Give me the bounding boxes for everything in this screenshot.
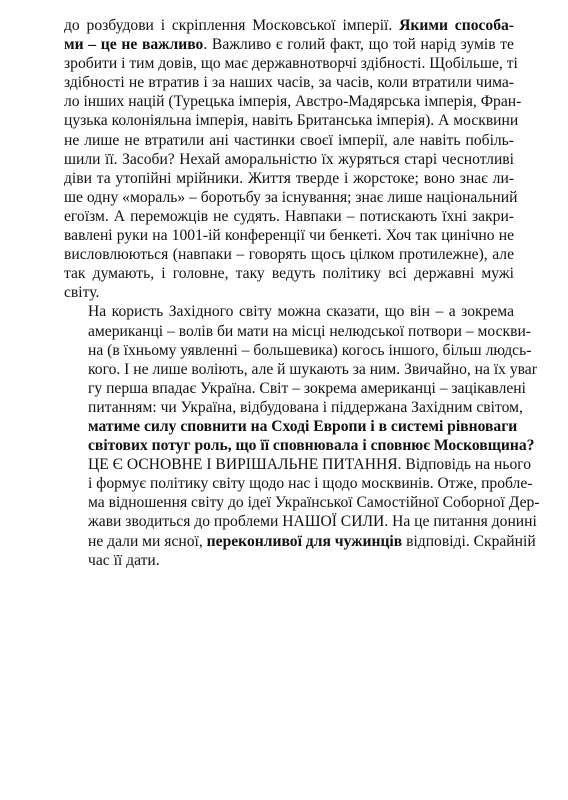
text-line [64,169,514,188]
text-line [64,131,514,150]
text-run: кого. І не лише воліють, але й шукають за ним. Звичайно, на їх уваr [88,360,537,378]
text-run: світу. [64,284,100,302]
text-run: здібності не втратив і за наших часів, за часів, коли втратили чима- [64,74,514,92]
text-run: гу перша впадає Україна. Світ – зокрема американці – зацікавлені [88,379,526,397]
text-line [64,73,514,92]
text-run: не лише не втратили ані частинки своєї імперії, але навіть побіль- [64,131,514,149]
text-line [64,35,514,54]
text-line [64,398,523,417]
text-line [64,92,522,111]
text-line [64,493,540,512]
bold-text: ми – це не важливо [64,36,204,54]
text-line [64,341,532,360]
bold-text: матиме силу сповнити на Сході Европи і в системі рівноваги [88,417,518,435]
text-run: жави зводиться до проблеми НАШОЇ СИЛИ. На це питання донині [88,513,537,531]
text-line [64,512,537,531]
text-run: шили її. Засоби? Нехай аморальністю їх журяться старі чеснотливі [64,150,514,168]
text-run: цузька колоніяльна імперія, навіть Британська імперія). А москвини [64,112,519,130]
bold-text: Якими способа- [399,17,514,34]
text-run: не дали ми ясної, [88,532,207,550]
text-run: ма відношення світу до ідеї Української Самостійної Соборної Дер- [88,494,540,512]
bold-text: переконливої для чужинців [206,532,403,550]
text-run: На користь Західного світу можна сказати, що він – а зокрема [88,303,514,321]
bold-text: світових потуг роль, що її сповнювала і сповнює Московщина? [88,437,535,455]
text-line [64,417,518,436]
text-line [64,264,514,283]
text-line [64,532,536,551]
text-run: вавлені руки на 1001-ій конференції чи бенкеті. Хоч так цинічно не [64,227,514,245]
paragraph [64,16,522,302]
text-line [64,474,533,493]
text-body [64,16,540,570]
text-run: егоїзм. А переможців не судять. Навпаки – потискають їхні закри- [64,207,514,225]
text-line [64,16,514,35]
text-line [64,551,514,570]
text-line [64,245,514,264]
text-line [64,436,535,455]
text-run: висловлюються (навпаки – говорять щось цілком протилежне), але [64,246,514,264]
text-line [64,150,514,169]
text-run: питанням: чи Україна, відбудована і піддержана Західним світом, [88,398,523,416]
text-line [64,379,526,398]
text-run: на (в їхньому уявленні – большевика) когось іншого, більш людсь- [88,341,532,359]
text-line [64,226,514,245]
text-line [64,207,514,226]
text-line [64,111,519,130]
text-run: відповіді. Скрайній [402,532,536,550]
text-line [64,455,532,474]
text-run: ло інших націй (Турецька імперія, Австро-Мадярська імперія, Фран- [64,93,522,111]
paragraph [64,302,540,569]
text-run: ше одну «мораль» – боротьбу за існування; знає лише національний [64,188,518,206]
text-line [64,302,514,321]
text-line [64,54,518,73]
text-line [64,283,514,302]
text-run: зробити і тим довів, що має державнотворчі здібності. Щобільше, ті [64,55,518,73]
text-run: ЦЕ Є ОСНОВНЕ І ВИРІШАЛЬНЕ ПИТАННЯ. Відповідь на нього [88,456,532,474]
text-run: так думають, і головне, таку ведуть політику всі державні мужі [64,265,514,283]
text-run: американці – волів би мати на місці нелюдської потвори – москви- [88,322,532,340]
text-line [64,360,537,379]
text-line [64,188,518,207]
text-run: час її дати. [88,551,160,569]
text-line [64,322,532,341]
text-run: діви та утопійні мрійники. Життя тверде і жорстоке; воно знає ли- [64,169,514,187]
text-run: і формує політику світу щодо нас і щодо москвинів. Отже, пробле- [88,475,533,493]
text-run: до розбудови і скріплення Московської імперії. [64,17,400,34]
text-run: . Важливо є голий факт, що той нарід зумів те [203,36,514,54]
